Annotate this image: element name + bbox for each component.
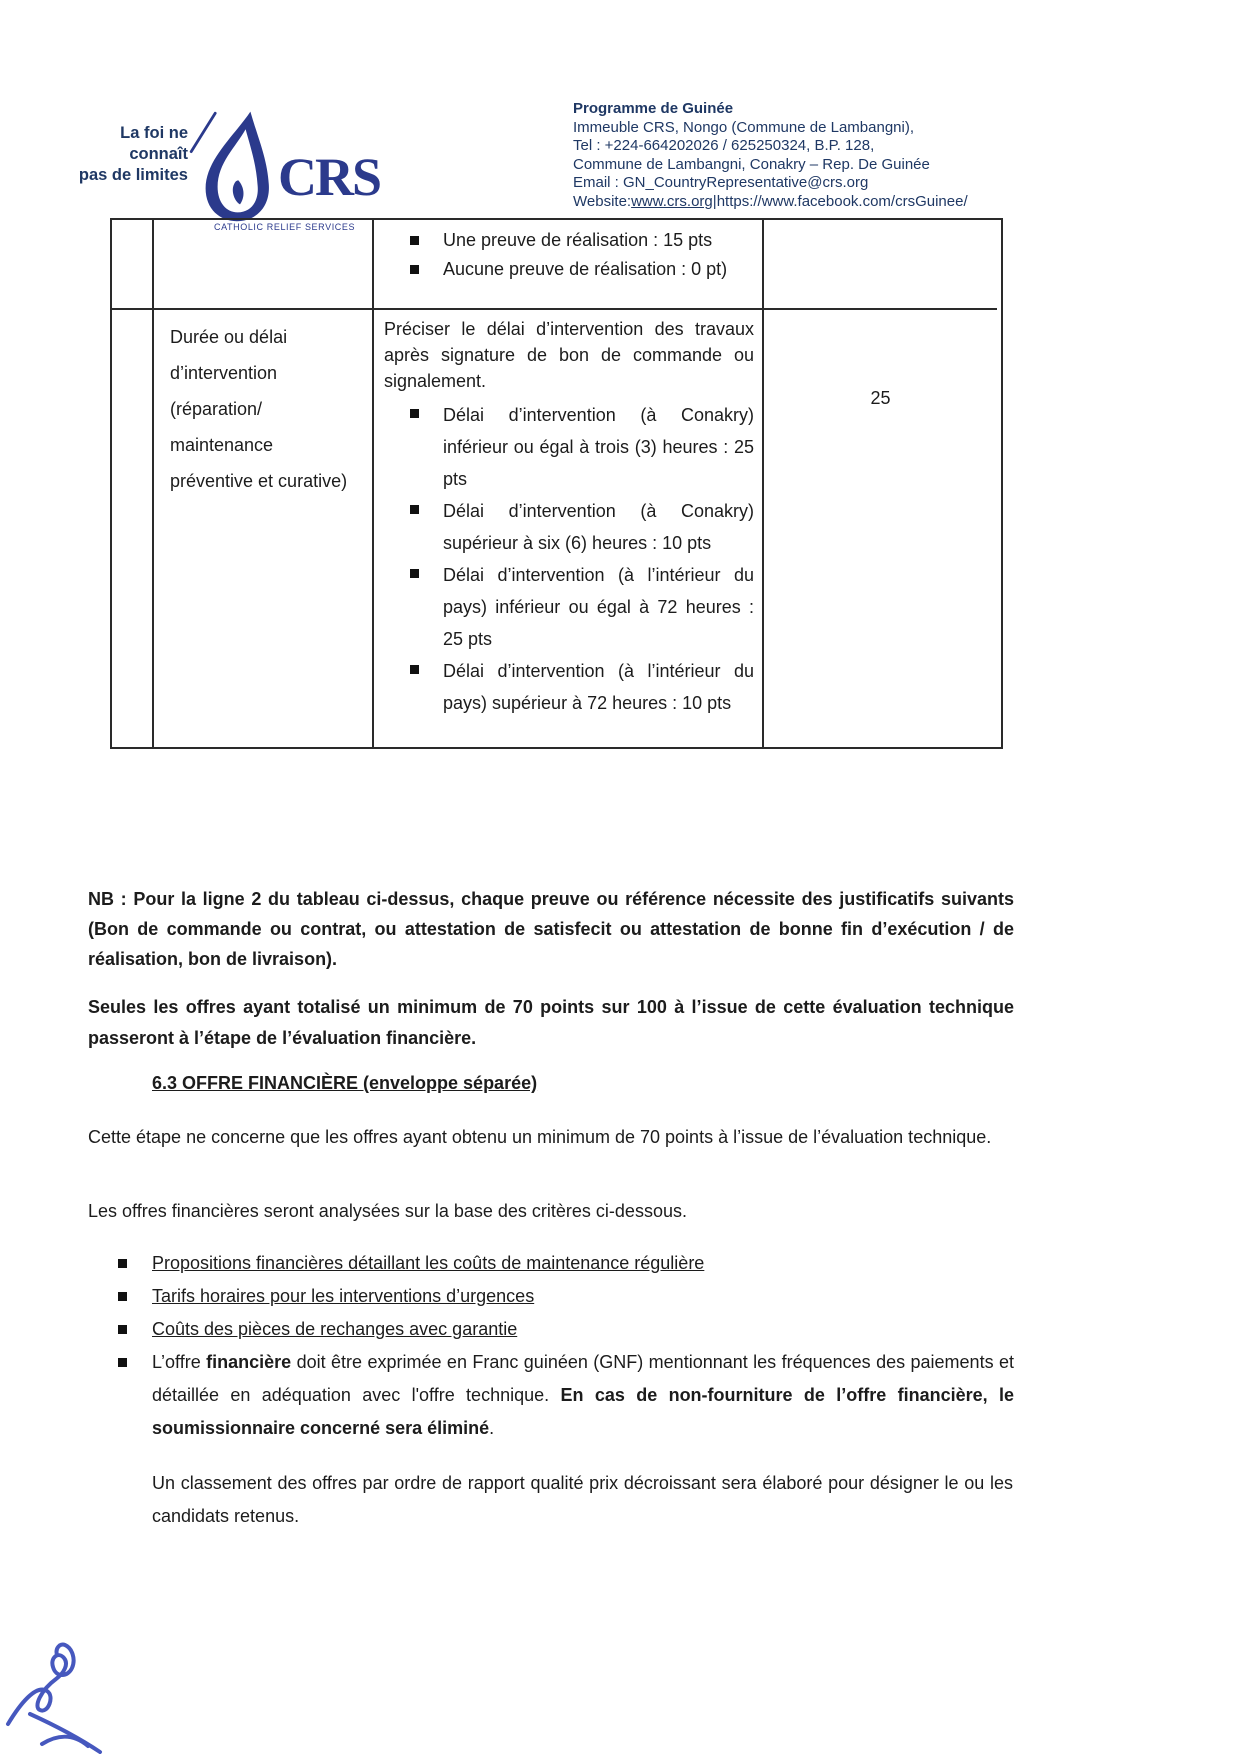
- bullet-square-icon: [410, 665, 419, 674]
- bullet4-bold1: financière: [206, 1352, 292, 1372]
- list-item: [384, 559, 754, 655]
- delay-bullet-1: Délai d’intervention (à Conakry) inférieur ou égal à trois (3) heures : 25 pts: [443, 405, 754, 489]
- bullet-square-icon: [118, 1259, 127, 1268]
- program-title: Programme de Guinée: [573, 100, 734, 117]
- bullet-square-icon: [410, 569, 419, 578]
- list-item: [384, 226, 754, 255]
- proof-bullet-2: Aucune preuve de réalisation : 0 pt): [443, 259, 728, 279]
- pipe-separator: |: [712, 192, 717, 210]
- financial-criteria-list: [110, 1247, 1014, 1445]
- handwritten-signature: [0, 1566, 130, 1754]
- table-cell-row1-points: [764, 220, 997, 310]
- proof-bullet-1: Une preuve de réalisation : 15 pts: [443, 230, 713, 250]
- email-line: Email : GN_CountryRepresentative@crs.org: [573, 174, 869, 191]
- delay-description: Préciser le délai d’intervention des travaux après signature de bon de commande ou signalement.: [384, 319, 754, 391]
- list-item: [110, 1313, 1014, 1346]
- bullet-square-icon: [410, 265, 419, 274]
- table-cell-row1-details: [374, 220, 764, 310]
- crs-wordmark: CRS: [278, 147, 381, 207]
- table-cell-row2-criterion: Durée ou délai d’intervention (réparation/ maintenance préventive et curative): [154, 310, 374, 747]
- criterion-3: Coûts des pièces de rechanges avec garantie: [152, 1319, 518, 1339]
- bullet-square-icon: [410, 505, 419, 514]
- list-item: [384, 655, 754, 719]
- criterion-1: Propositions financières détaillant les coûts de maintenance régulière: [152, 1253, 705, 1273]
- address-line2: Tel : +224-664202026 / 625250324, B.P. 128,: [573, 137, 875, 154]
- list-item: [384, 399, 754, 495]
- minimum-points-paragraph: Seules les offres ayant totalisé un minimum de 70 points sur 100 à l’issue de cette évaluation technique passeront à l’étape de l’évaluation financière.: [88, 997, 1014, 1048]
- tagline-line1: La foi ne connaît: [120, 124, 188, 163]
- delay-bullet-2: Délai d’intervention (à Conakry) supérieur à six (6) heures : 10 pts: [443, 501, 754, 553]
- table-cell-row1-index: [112, 220, 154, 310]
- website-line: [573, 193, 1053, 212]
- list-item: [384, 495, 754, 559]
- table-cell-row2-details: [374, 310, 764, 747]
- delay-bullet-4: Délai d’intervention (à l’intérieur du pays) supérieur à 72 heures : 10 pts: [443, 661, 754, 713]
- list-item: [110, 1346, 1014, 1445]
- header-contact-block: [573, 100, 1053, 211]
- list-item: [384, 255, 754, 284]
- crs-flame-icon: [186, 110, 286, 222]
- website-label: Website:: [573, 192, 632, 210]
- nb-paragraph: NB : Pour la ligne 2 du tableau ci-dessus, chaque preuve ou référence nécessite des justificatifs suivants (Bon de commande ou contrat, ou attestation de satisfecit ou attestation de bonne fin d’exécution / de réalisation, bon de livraison).: [88, 889, 1014, 969]
- list-item: [110, 1280, 1014, 1313]
- criterion-2: Tarifs horaires pour les interventions d’urgences: [152, 1286, 535, 1306]
- section-heading-financial-offer: 6.3 OFFRE FINANCIÈRE (enveloppe séparée): [152, 1073, 538, 1093]
- criteria-intro-paragraph: Les offres financières seront analysées sur la base des critères ci-dessous.: [88, 1201, 687, 1221]
- table-cell-row1-criterion: [154, 220, 374, 310]
- delay-bullet-3: Délai d’intervention (à l’intérieur du pays) inférieur ou égal à 72 heures : 25 pts: [443, 565, 754, 649]
- tagline-line2: pas de limites: [78, 166, 188, 184]
- facebook-link: https://www.facebook.com/crsGuinee/: [716, 192, 968, 210]
- table-cell-row2-points: 25: [870, 388, 891, 408]
- list-item: [110, 1247, 1014, 1280]
- table-cell-row2-index: [112, 310, 154, 747]
- bullet4-part2: doit être exprimée en Franc guinéen (GNF) mentionnant les fréquences des paiements et détaillée en adéquation avec l'offre technique.: [152, 1352, 1014, 1405]
- evaluation-table: [110, 218, 1003, 749]
- bullet4-bold2: En cas de non-fourniture de l’offre financière, le soumissionnaire concerné sera éliminé: [152, 1385, 1014, 1438]
- bullet4-end: .: [489, 1418, 495, 1438]
- bullet-square-icon: [410, 409, 419, 418]
- address-line3: Commune de Lambangni, Conakry – Rep. De Guinée: [573, 155, 930, 173]
- bullet-square-icon: [118, 1292, 127, 1301]
- address-line1: Immeuble CRS, Nongo (Commune de Lambangni),: [573, 118, 914, 136]
- ranking-paragraph: Un classement des offres par ordre de rapport qualité prix décroissant sera élaboré pour désigner le ou les candidats retenus.: [152, 1473, 1013, 1526]
- financial-offer-requirement: [152, 1346, 1014, 1445]
- stage-condition-paragraph: Cette étape ne concerne que les offres ayant obtenu un minimum de 70 points à l’issue de l’évaluation technique.: [88, 1127, 992, 1147]
- bullet-square-icon: [118, 1358, 127, 1367]
- website-link: www.crs.org: [631, 192, 713, 210]
- bullet-square-icon: [118, 1325, 127, 1334]
- crs-tagline: [58, 123, 188, 186]
- bullet-square-icon: [410, 236, 419, 245]
- bullet4-part1: L’offre: [152, 1352, 207, 1372]
- crs-logo-subtext: CATHOLIC RELIEF SERVICES: [214, 222, 356, 232]
